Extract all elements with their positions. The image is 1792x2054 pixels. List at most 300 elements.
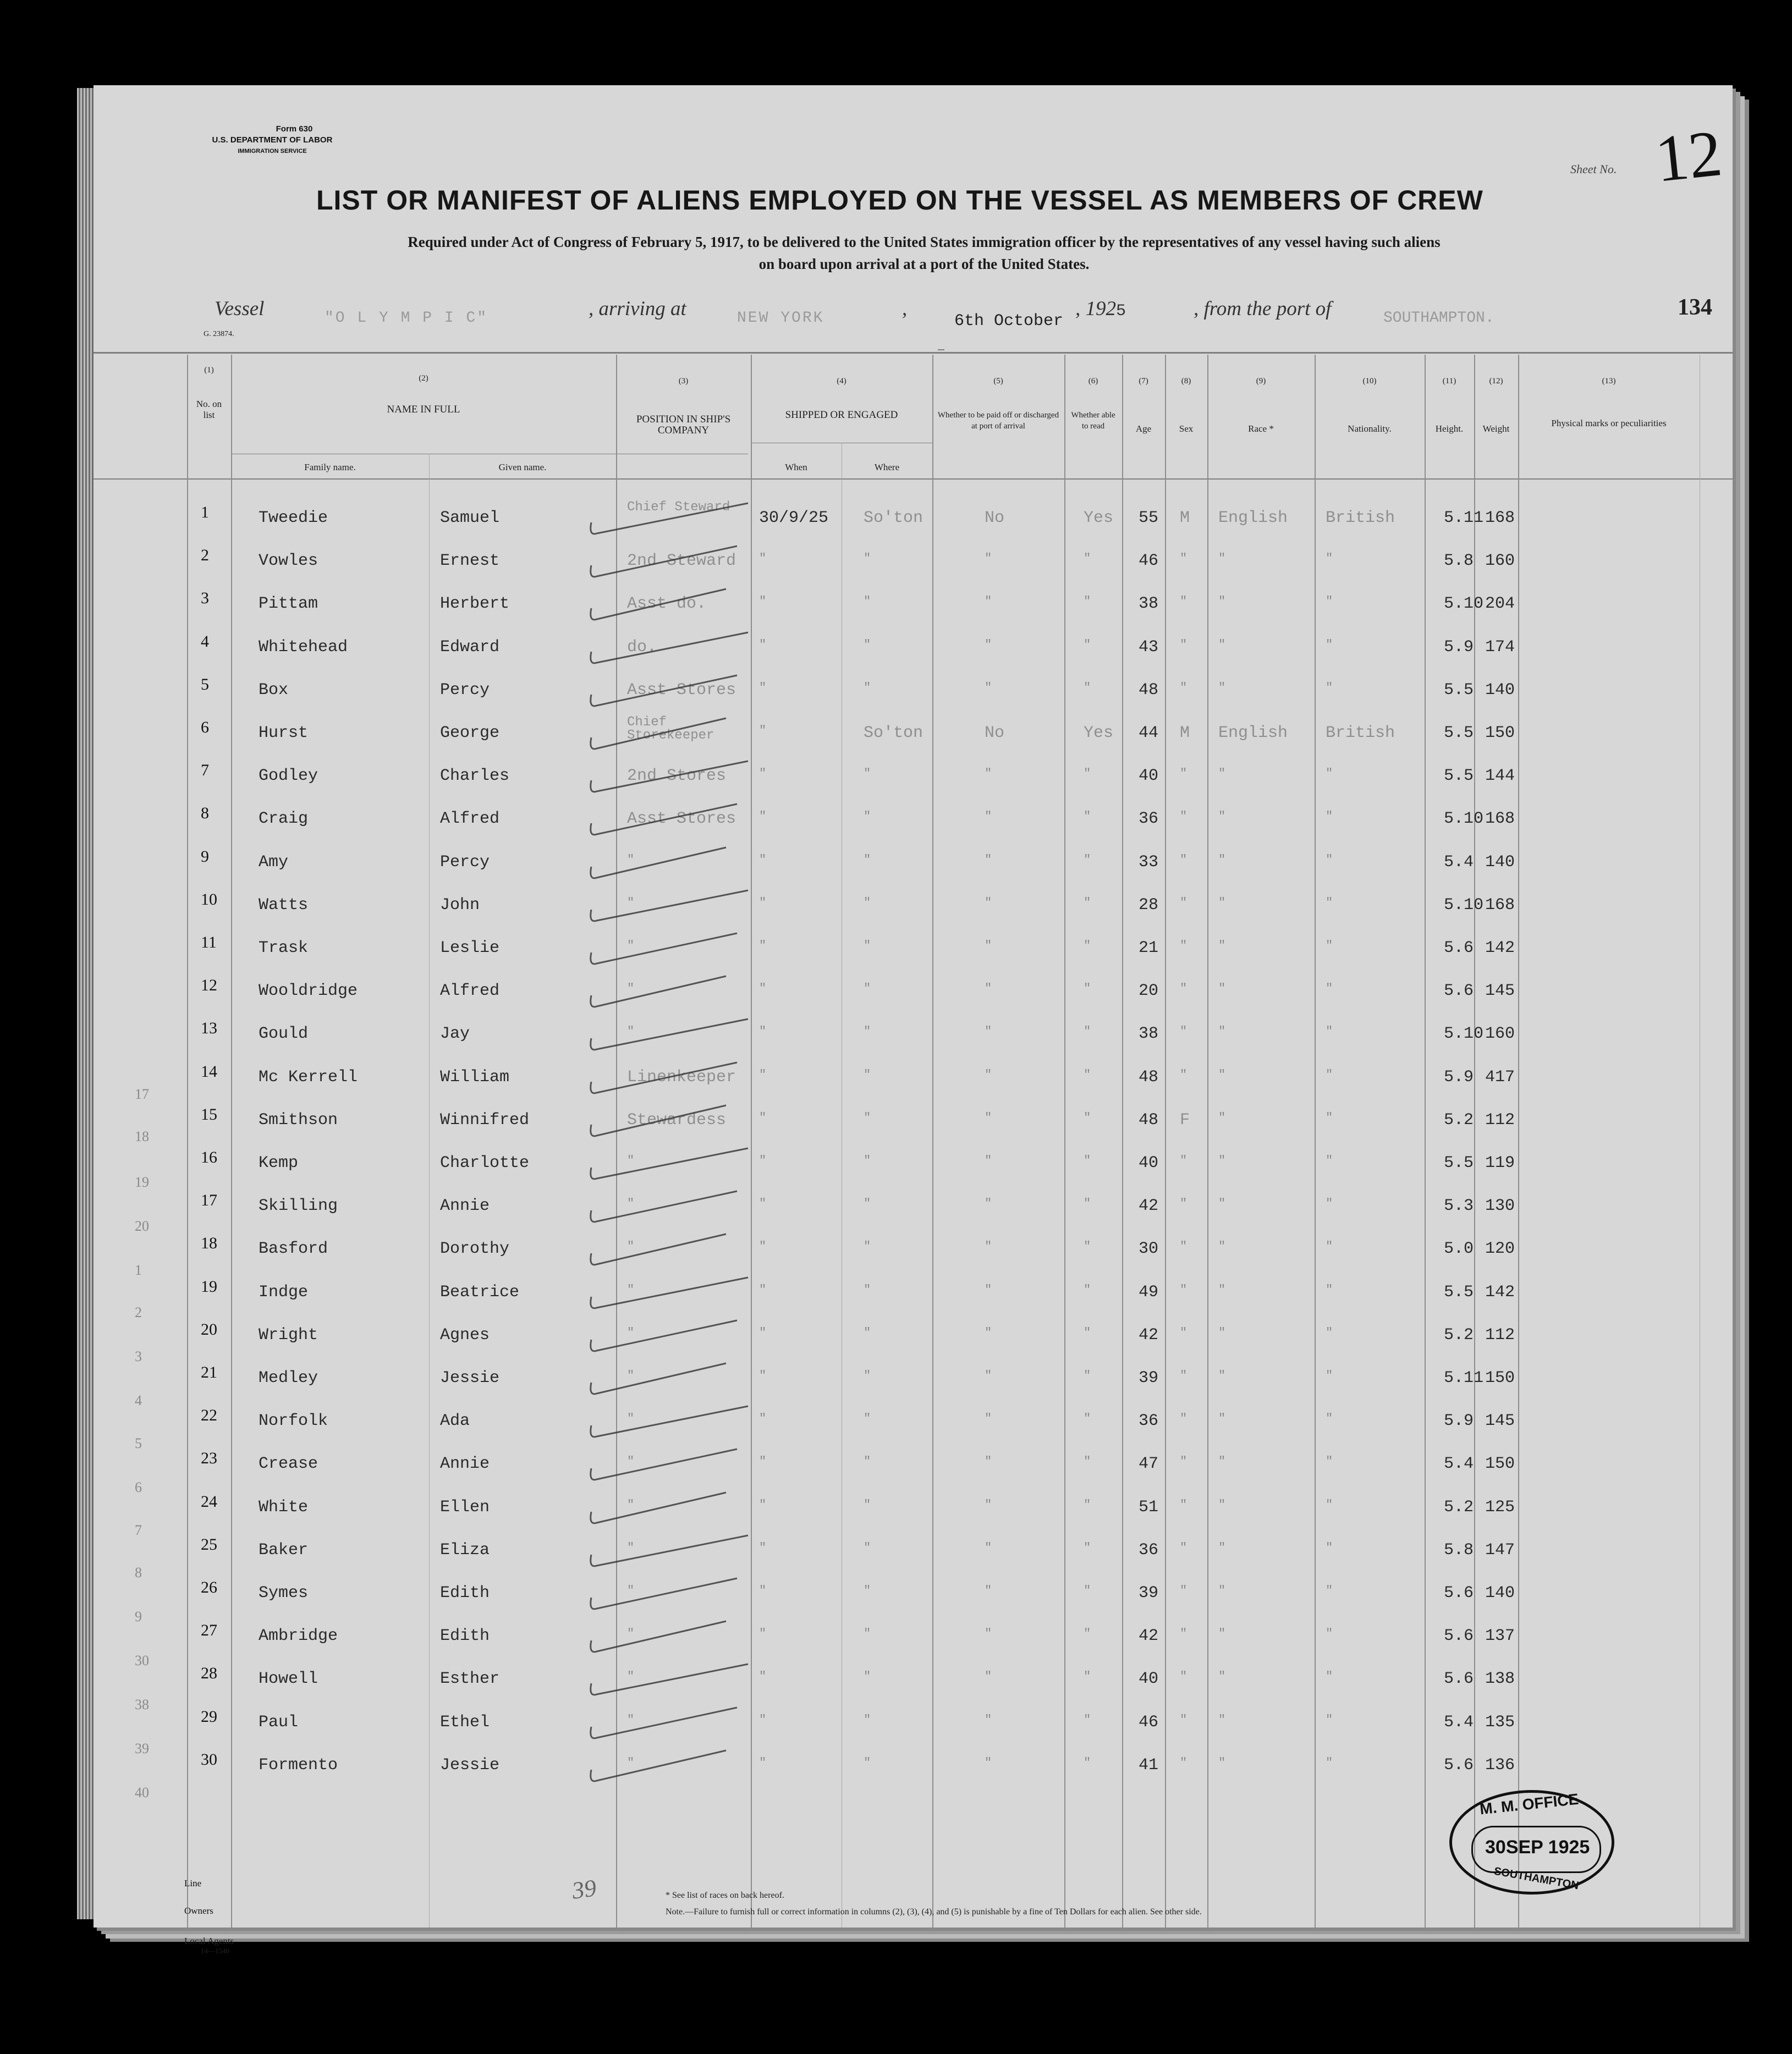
age: 46 bbox=[1139, 1713, 1159, 1732]
able-to-read: " bbox=[1084, 1240, 1091, 1253]
pencil-check-mark bbox=[591, 761, 748, 792]
row-number: 26 bbox=[201, 1578, 217, 1596]
pencil-check-marks bbox=[94, 85, 1733, 1928]
family-name: Baker bbox=[259, 1541, 309, 1560]
weight: 140 bbox=[1485, 681, 1515, 700]
shipped-where: " bbox=[864, 810, 871, 823]
margin-number: 17 bbox=[135, 1086, 149, 1102]
able-to-read: " bbox=[1084, 1369, 1091, 1383]
given-name: George bbox=[440, 724, 500, 742]
position: 2nd Steward bbox=[627, 552, 736, 570]
row-number: 15 bbox=[201, 1105, 217, 1124]
given-name: Ernest bbox=[440, 552, 500, 570]
row-number: 18 bbox=[201, 1234, 217, 1252]
paid-off: " bbox=[985, 1455, 992, 1468]
position: " bbox=[627, 1541, 635, 1555]
family-name: Mc Kerrell bbox=[259, 1068, 358, 1087]
able-to-read: " bbox=[1084, 982, 1091, 995]
height: 5.10 bbox=[1444, 810, 1484, 828]
weight: 150 bbox=[1485, 724, 1515, 742]
header-race: Race * bbox=[1248, 423, 1274, 434]
shipped-where: " bbox=[864, 681, 871, 695]
race: " bbox=[1218, 1197, 1226, 1210]
given-name: Annie bbox=[440, 1455, 490, 1473]
paid-off: No bbox=[985, 724, 1005, 742]
family-name: Godley bbox=[259, 767, 318, 785]
shipped-where: " bbox=[864, 1455, 871, 1468]
position: Linenkeeper bbox=[627, 1068, 736, 1087]
shipped-when: " bbox=[759, 1455, 767, 1468]
pencil-check-mark bbox=[591, 1578, 737, 1609]
shipped-when: " bbox=[759, 810, 767, 823]
weight: 174 bbox=[1485, 638, 1515, 657]
age: 38 bbox=[1139, 1025, 1159, 1043]
able-to-read: " bbox=[1084, 1025, 1091, 1038]
position: Asst Stores bbox=[627, 681, 736, 700]
given-name: Herbert bbox=[440, 594, 510, 613]
weight: 150 bbox=[1485, 1369, 1515, 1387]
race: " bbox=[1218, 1326, 1226, 1340]
shipped-when: " bbox=[759, 638, 767, 652]
able-to-read: " bbox=[1084, 896, 1091, 910]
given-name: William bbox=[440, 1068, 510, 1087]
family-name: Symes bbox=[259, 1584, 309, 1603]
height: 5.4 bbox=[1444, 853, 1474, 872]
shipped-when: " bbox=[759, 724, 767, 737]
pencil-check-mark bbox=[591, 1449, 737, 1480]
race: " bbox=[1218, 853, 1226, 867]
shipped-when: " bbox=[759, 767, 767, 780]
race: " bbox=[1218, 552, 1226, 565]
row-number: 6 bbox=[201, 718, 209, 736]
race: " bbox=[1218, 594, 1226, 608]
shipped-when: " bbox=[759, 853, 767, 867]
shipped-when: " bbox=[759, 1111, 767, 1125]
row-number: 17 bbox=[201, 1191, 217, 1209]
age: 40 bbox=[1139, 1154, 1159, 1172]
row-number: 2 bbox=[201, 546, 209, 564]
able-to-read: Yes bbox=[1084, 509, 1114, 527]
age: 36 bbox=[1139, 810, 1159, 828]
height: 5.2 bbox=[1444, 1498, 1474, 1517]
paid-off: No bbox=[985, 509, 1005, 527]
nationality: " bbox=[1326, 1369, 1333, 1383]
able-to-read: " bbox=[1084, 1068, 1091, 1082]
shipped-when: " bbox=[759, 1412, 767, 1425]
pencil-check-mark bbox=[591, 804, 737, 835]
year-prefix: , 192 bbox=[1075, 298, 1116, 320]
nationality: " bbox=[1326, 1498, 1333, 1512]
race: " bbox=[1218, 1455, 1226, 1468]
able-to-read: " bbox=[1084, 1154, 1091, 1168]
sex: " bbox=[1180, 810, 1188, 823]
nationality: " bbox=[1326, 681, 1333, 695]
form-code: G. 23874. bbox=[204, 330, 234, 338]
able-to-read: " bbox=[1084, 767, 1091, 780]
sex: " bbox=[1180, 1197, 1188, 1210]
family-name: Whitehead bbox=[259, 638, 348, 657]
row-number: 1 bbox=[201, 503, 209, 521]
pencil-check-mark bbox=[591, 589, 726, 620]
page-number: 134 bbox=[1678, 295, 1712, 320]
family-name: Medley bbox=[259, 1369, 318, 1387]
position: do. bbox=[627, 638, 657, 657]
weight: 160 bbox=[1485, 1025, 1515, 1043]
paid-off: " bbox=[985, 1541, 992, 1555]
age: 51 bbox=[1139, 1498, 1159, 1517]
shipped-when: " bbox=[759, 1498, 767, 1512]
age: 21 bbox=[1139, 939, 1159, 957]
shipped-when: " bbox=[759, 1283, 767, 1297]
nationality: " bbox=[1326, 1412, 1333, 1425]
weight: 168 bbox=[1485, 509, 1515, 527]
family-name: Formento bbox=[259, 1756, 338, 1775]
paid-off: " bbox=[985, 1498, 992, 1512]
position: Asst do. bbox=[627, 594, 707, 613]
row-number: 10 bbox=[201, 890, 217, 908]
weight: 150 bbox=[1485, 1455, 1515, 1473]
shipped-where: " bbox=[864, 853, 871, 867]
position: " bbox=[627, 982, 635, 995]
weight: 204 bbox=[1485, 594, 1515, 613]
shipped-when: " bbox=[759, 896, 767, 910]
position: " bbox=[627, 1498, 635, 1512]
weight: 112 bbox=[1485, 1326, 1515, 1345]
weight: 135 bbox=[1485, 1713, 1515, 1732]
able-to-read: " bbox=[1084, 638, 1091, 652]
age: 39 bbox=[1139, 1584, 1159, 1603]
margin-number: 30 bbox=[135, 1653, 149, 1668]
nationality: " bbox=[1326, 810, 1333, 823]
paid-off: " bbox=[985, 1670, 992, 1683]
given-name: Jay bbox=[440, 1025, 470, 1043]
height: 5.10 bbox=[1444, 1025, 1484, 1043]
sex: " bbox=[1180, 1412, 1188, 1425]
paid-off: " bbox=[985, 1154, 992, 1168]
race: " bbox=[1218, 982, 1226, 995]
stamp-office: M. M. OFFICE bbox=[1478, 1790, 1580, 1818]
header-where: Where bbox=[874, 462, 900, 472]
row-number: 7 bbox=[201, 761, 209, 779]
able-to-read: " bbox=[1084, 1111, 1091, 1125]
column-number: (4) bbox=[837, 377, 846, 386]
given-name: Ada bbox=[440, 1412, 470, 1430]
header-when: When bbox=[785, 462, 807, 472]
pencil-check-mark bbox=[591, 1406, 748, 1437]
paid-off: " bbox=[985, 638, 992, 652]
vessel-name: "O L Y M P I C" bbox=[325, 310, 488, 327]
position: " bbox=[627, 939, 635, 952]
given-name: Alfred bbox=[440, 982, 500, 1000]
weight: 140 bbox=[1485, 1584, 1515, 1603]
age: 20 bbox=[1139, 982, 1159, 1000]
header-able-to-read: Whether able to read bbox=[1071, 411, 1115, 431]
family-name: Vowles bbox=[259, 552, 318, 570]
race: " bbox=[1218, 1025, 1226, 1038]
nationality: " bbox=[1326, 1025, 1333, 1038]
row-number: 23 bbox=[201, 1449, 217, 1467]
weight: 138 bbox=[1485, 1670, 1515, 1688]
given-name: Alfred bbox=[440, 810, 500, 828]
shipped-where: " bbox=[864, 1326, 871, 1340]
position: " bbox=[627, 1197, 635, 1210]
row-number: 5 bbox=[201, 675, 209, 693]
shipped-where: " bbox=[864, 896, 871, 910]
weight: 142 bbox=[1485, 1283, 1515, 1302]
sex: " bbox=[1180, 896, 1188, 910]
nationality: " bbox=[1326, 896, 1333, 910]
position: Chief Storekeeper bbox=[627, 715, 714, 743]
sex: " bbox=[1180, 1584, 1188, 1598]
from-port-label: , from the port of bbox=[1194, 298, 1332, 320]
pencil-check-mark bbox=[591, 1750, 726, 1781]
given-name: Leslie bbox=[440, 939, 500, 957]
nationality: " bbox=[1326, 638, 1333, 652]
shipped-where: " bbox=[864, 1412, 871, 1425]
pencil-check-mark bbox=[591, 503, 748, 534]
position: " bbox=[627, 1455, 635, 1468]
shipped-when: " bbox=[759, 1240, 767, 1253]
family-name: Indge bbox=[259, 1283, 309, 1302]
column-number: (6) bbox=[1088, 377, 1098, 386]
header-weight: Weight bbox=[1482, 423, 1510, 434]
pencil-check-mark bbox=[591, 1277, 748, 1308]
given-name: Percy bbox=[440, 853, 490, 872]
sheet-number: 12 bbox=[1652, 116, 1725, 196]
weight: 136 bbox=[1485, 1756, 1515, 1775]
position: " bbox=[627, 896, 635, 910]
position: " bbox=[627, 1154, 635, 1168]
column-number: (12) bbox=[1489, 377, 1503, 386]
weight: 168 bbox=[1485, 810, 1515, 828]
row-number: 3 bbox=[201, 589, 209, 607]
weight: 140 bbox=[1485, 853, 1515, 872]
height: 5.2 bbox=[1444, 1111, 1474, 1130]
age: 48 bbox=[1139, 681, 1159, 700]
position: " bbox=[627, 1025, 635, 1038]
able-to-read: " bbox=[1084, 810, 1091, 823]
paid-off: " bbox=[985, 939, 992, 952]
position: " bbox=[627, 1627, 635, 1640]
sheet-number-label: Sheet No. bbox=[1570, 162, 1617, 176]
shipped-when: " bbox=[759, 939, 767, 952]
height: 5.11 bbox=[1444, 1369, 1484, 1387]
weight: 144 bbox=[1485, 767, 1515, 785]
shipped-where: " bbox=[864, 1154, 871, 1168]
weight: 112 bbox=[1485, 1111, 1515, 1130]
row-number: 8 bbox=[201, 804, 209, 822]
able-to-read: " bbox=[1084, 552, 1091, 565]
position: 2nd Stores bbox=[627, 767, 727, 785]
arriving-label: , arriving at bbox=[589, 298, 686, 320]
penalty-footnote: Note.—Failure to furnish full or correct information in columns (2), (3), (4), and (5) is punishable by a fine of Ten Dollars for each alien. See other side. bbox=[666, 1907, 1202, 1917]
row-number: 11 bbox=[201, 933, 217, 951]
nationality: " bbox=[1326, 982, 1333, 995]
pencil-check-mark bbox=[591, 1535, 748, 1566]
weight: 145 bbox=[1485, 1412, 1515, 1430]
pencil-check-mark bbox=[591, 1105, 726, 1136]
vessel-label: Vessel bbox=[215, 298, 265, 320]
shipped-when: " bbox=[759, 1154, 767, 1168]
pencil-check-mark bbox=[591, 1062, 737, 1093]
height: 5.6 bbox=[1444, 939, 1474, 957]
family-name: Kemp bbox=[259, 1154, 299, 1172]
column-number: (1) bbox=[204, 366, 214, 375]
paid-off: " bbox=[985, 1240, 992, 1253]
family-name: Craig bbox=[259, 810, 309, 828]
sex: " bbox=[1180, 594, 1188, 608]
shipped-when: " bbox=[759, 552, 767, 565]
sex: " bbox=[1180, 1713, 1188, 1727]
pencil-check-mark bbox=[591, 933, 737, 964]
shipped-when: " bbox=[759, 982, 767, 995]
sex: " bbox=[1180, 1670, 1188, 1683]
age: 48 bbox=[1139, 1111, 1159, 1130]
race: " bbox=[1218, 1756, 1226, 1770]
position: Asst Stores bbox=[627, 810, 736, 828]
agents-label: Local Agents bbox=[184, 1936, 234, 1946]
height: 5.0 bbox=[1444, 1240, 1474, 1258]
able-to-read: " bbox=[1084, 1326, 1091, 1340]
row-number: 22 bbox=[201, 1406, 217, 1424]
height: 5.5 bbox=[1444, 681, 1474, 700]
nationality: " bbox=[1326, 939, 1333, 952]
race: " bbox=[1218, 1713, 1226, 1727]
position: " bbox=[627, 853, 635, 867]
family-name: Gould bbox=[259, 1025, 309, 1043]
given-name: Edith bbox=[440, 1627, 490, 1645]
subtitle-line-2: on board upon arrival at a port of the United States. bbox=[758, 256, 1090, 272]
race: English bbox=[1218, 509, 1288, 527]
arrival-date: 6th October bbox=[954, 312, 1064, 331]
handwritten-note: 39 bbox=[570, 1874, 598, 1904]
weight: 119 bbox=[1485, 1154, 1515, 1172]
margin-number: 19 bbox=[135, 1174, 149, 1190]
pencil-check-mark bbox=[591, 1708, 737, 1738]
margin-number: 1 bbox=[135, 1262, 142, 1278]
able-to-read: Yes bbox=[1084, 724, 1114, 742]
race: " bbox=[1218, 1627, 1226, 1640]
shipped-where: " bbox=[864, 767, 871, 780]
family-name: Wright bbox=[259, 1326, 318, 1345]
sex: " bbox=[1180, 1326, 1188, 1340]
age: 39 bbox=[1139, 1369, 1159, 1387]
pencil-check-mark bbox=[591, 1621, 726, 1652]
form-number: Form 630 bbox=[276, 124, 313, 134]
family-name: Tweedie bbox=[259, 509, 328, 527]
family-name: Amy bbox=[259, 853, 289, 872]
pencil-check-mark bbox=[591, 1191, 737, 1222]
column-number: (5) bbox=[993, 377, 1003, 386]
shipped-where: " bbox=[864, 552, 871, 565]
paid-off: " bbox=[985, 1025, 992, 1038]
race: " bbox=[1218, 1369, 1226, 1383]
shipped-when: " bbox=[759, 1068, 767, 1082]
shipped-where: " bbox=[864, 1627, 871, 1640]
paid-off: " bbox=[985, 1412, 992, 1425]
position: " bbox=[627, 1283, 635, 1297]
weight: 168 bbox=[1485, 896, 1515, 915]
nationality: " bbox=[1326, 594, 1333, 608]
margin-number: 2 bbox=[135, 1304, 142, 1320]
paid-off: " bbox=[985, 853, 992, 867]
family-name: Hurst bbox=[259, 724, 309, 742]
shipped-where: " bbox=[864, 1369, 871, 1383]
given-name: Charlotte bbox=[440, 1154, 530, 1172]
able-to-read: " bbox=[1084, 939, 1091, 952]
position: " bbox=[627, 1584, 635, 1598]
sex: " bbox=[1180, 1369, 1188, 1383]
header-sex: Sex bbox=[1179, 423, 1194, 434]
race: " bbox=[1218, 810, 1226, 823]
margin-number: 9 bbox=[135, 1609, 142, 1625]
margin-number: 39 bbox=[135, 1741, 149, 1756]
family-name: Basford bbox=[259, 1240, 328, 1258]
race: " bbox=[1218, 1670, 1226, 1683]
shipped-where: " bbox=[864, 1584, 871, 1598]
row-number: 28 bbox=[201, 1664, 217, 1682]
family-name: Ambridge bbox=[259, 1627, 338, 1645]
pencil-check-mark bbox=[591, 1363, 726, 1394]
nationality: " bbox=[1326, 1455, 1333, 1468]
height: 5.6 bbox=[1444, 982, 1474, 1000]
height: 5.6 bbox=[1444, 1584, 1474, 1603]
sex: M bbox=[1180, 724, 1190, 742]
family-name: Pittam bbox=[259, 594, 318, 613]
height: 5.6 bbox=[1444, 1670, 1474, 1688]
footer-agents-label bbox=[184, 1936, 234, 1956]
height: 5.8 bbox=[1444, 552, 1474, 570]
race: " bbox=[1218, 1111, 1226, 1125]
race: " bbox=[1218, 896, 1226, 910]
given-name: Samuel bbox=[440, 509, 500, 527]
pencil-check-mark bbox=[591, 1148, 748, 1179]
family-name: Box bbox=[259, 681, 289, 700]
able-to-read: " bbox=[1084, 853, 1091, 867]
given-name: Dorothy bbox=[440, 1240, 510, 1258]
given-name: Percy bbox=[440, 681, 490, 700]
nationality: " bbox=[1326, 1756, 1333, 1770]
age: 38 bbox=[1139, 594, 1159, 613]
family-name: Wooldridge bbox=[259, 982, 358, 1000]
footer-owners-label: Owners bbox=[184, 1906, 213, 1916]
shipped-where: " bbox=[864, 1068, 871, 1082]
agents-code: 14—1540 bbox=[201, 1947, 229, 1955]
age: 42 bbox=[1139, 1627, 1159, 1645]
shipped-where: " bbox=[864, 982, 871, 995]
weight: 142 bbox=[1485, 939, 1515, 957]
sex: " bbox=[1180, 552, 1188, 565]
paid-off: " bbox=[985, 552, 992, 565]
arrival-port: NEW YORK bbox=[737, 310, 824, 327]
pencil-check-mark bbox=[591, 632, 748, 663]
shipped-where: So'ton bbox=[864, 509, 924, 527]
header-height: Height. bbox=[1435, 423, 1464, 434]
race: " bbox=[1218, 767, 1226, 780]
race: " bbox=[1218, 1154, 1226, 1168]
weight: 125 bbox=[1485, 1498, 1515, 1517]
age: 48 bbox=[1139, 1068, 1159, 1087]
nationality: " bbox=[1326, 1283, 1333, 1297]
row-number: 27 bbox=[201, 1621, 217, 1639]
column-number: (9) bbox=[1256, 377, 1266, 386]
sex: " bbox=[1180, 1455, 1188, 1468]
position: " bbox=[627, 1713, 635, 1727]
shipped-when: " bbox=[759, 1627, 767, 1640]
manifest-sheet bbox=[94, 85, 1733, 1928]
pencil-check-mark bbox=[591, 718, 726, 749]
height: 5.5 bbox=[1444, 1154, 1474, 1172]
